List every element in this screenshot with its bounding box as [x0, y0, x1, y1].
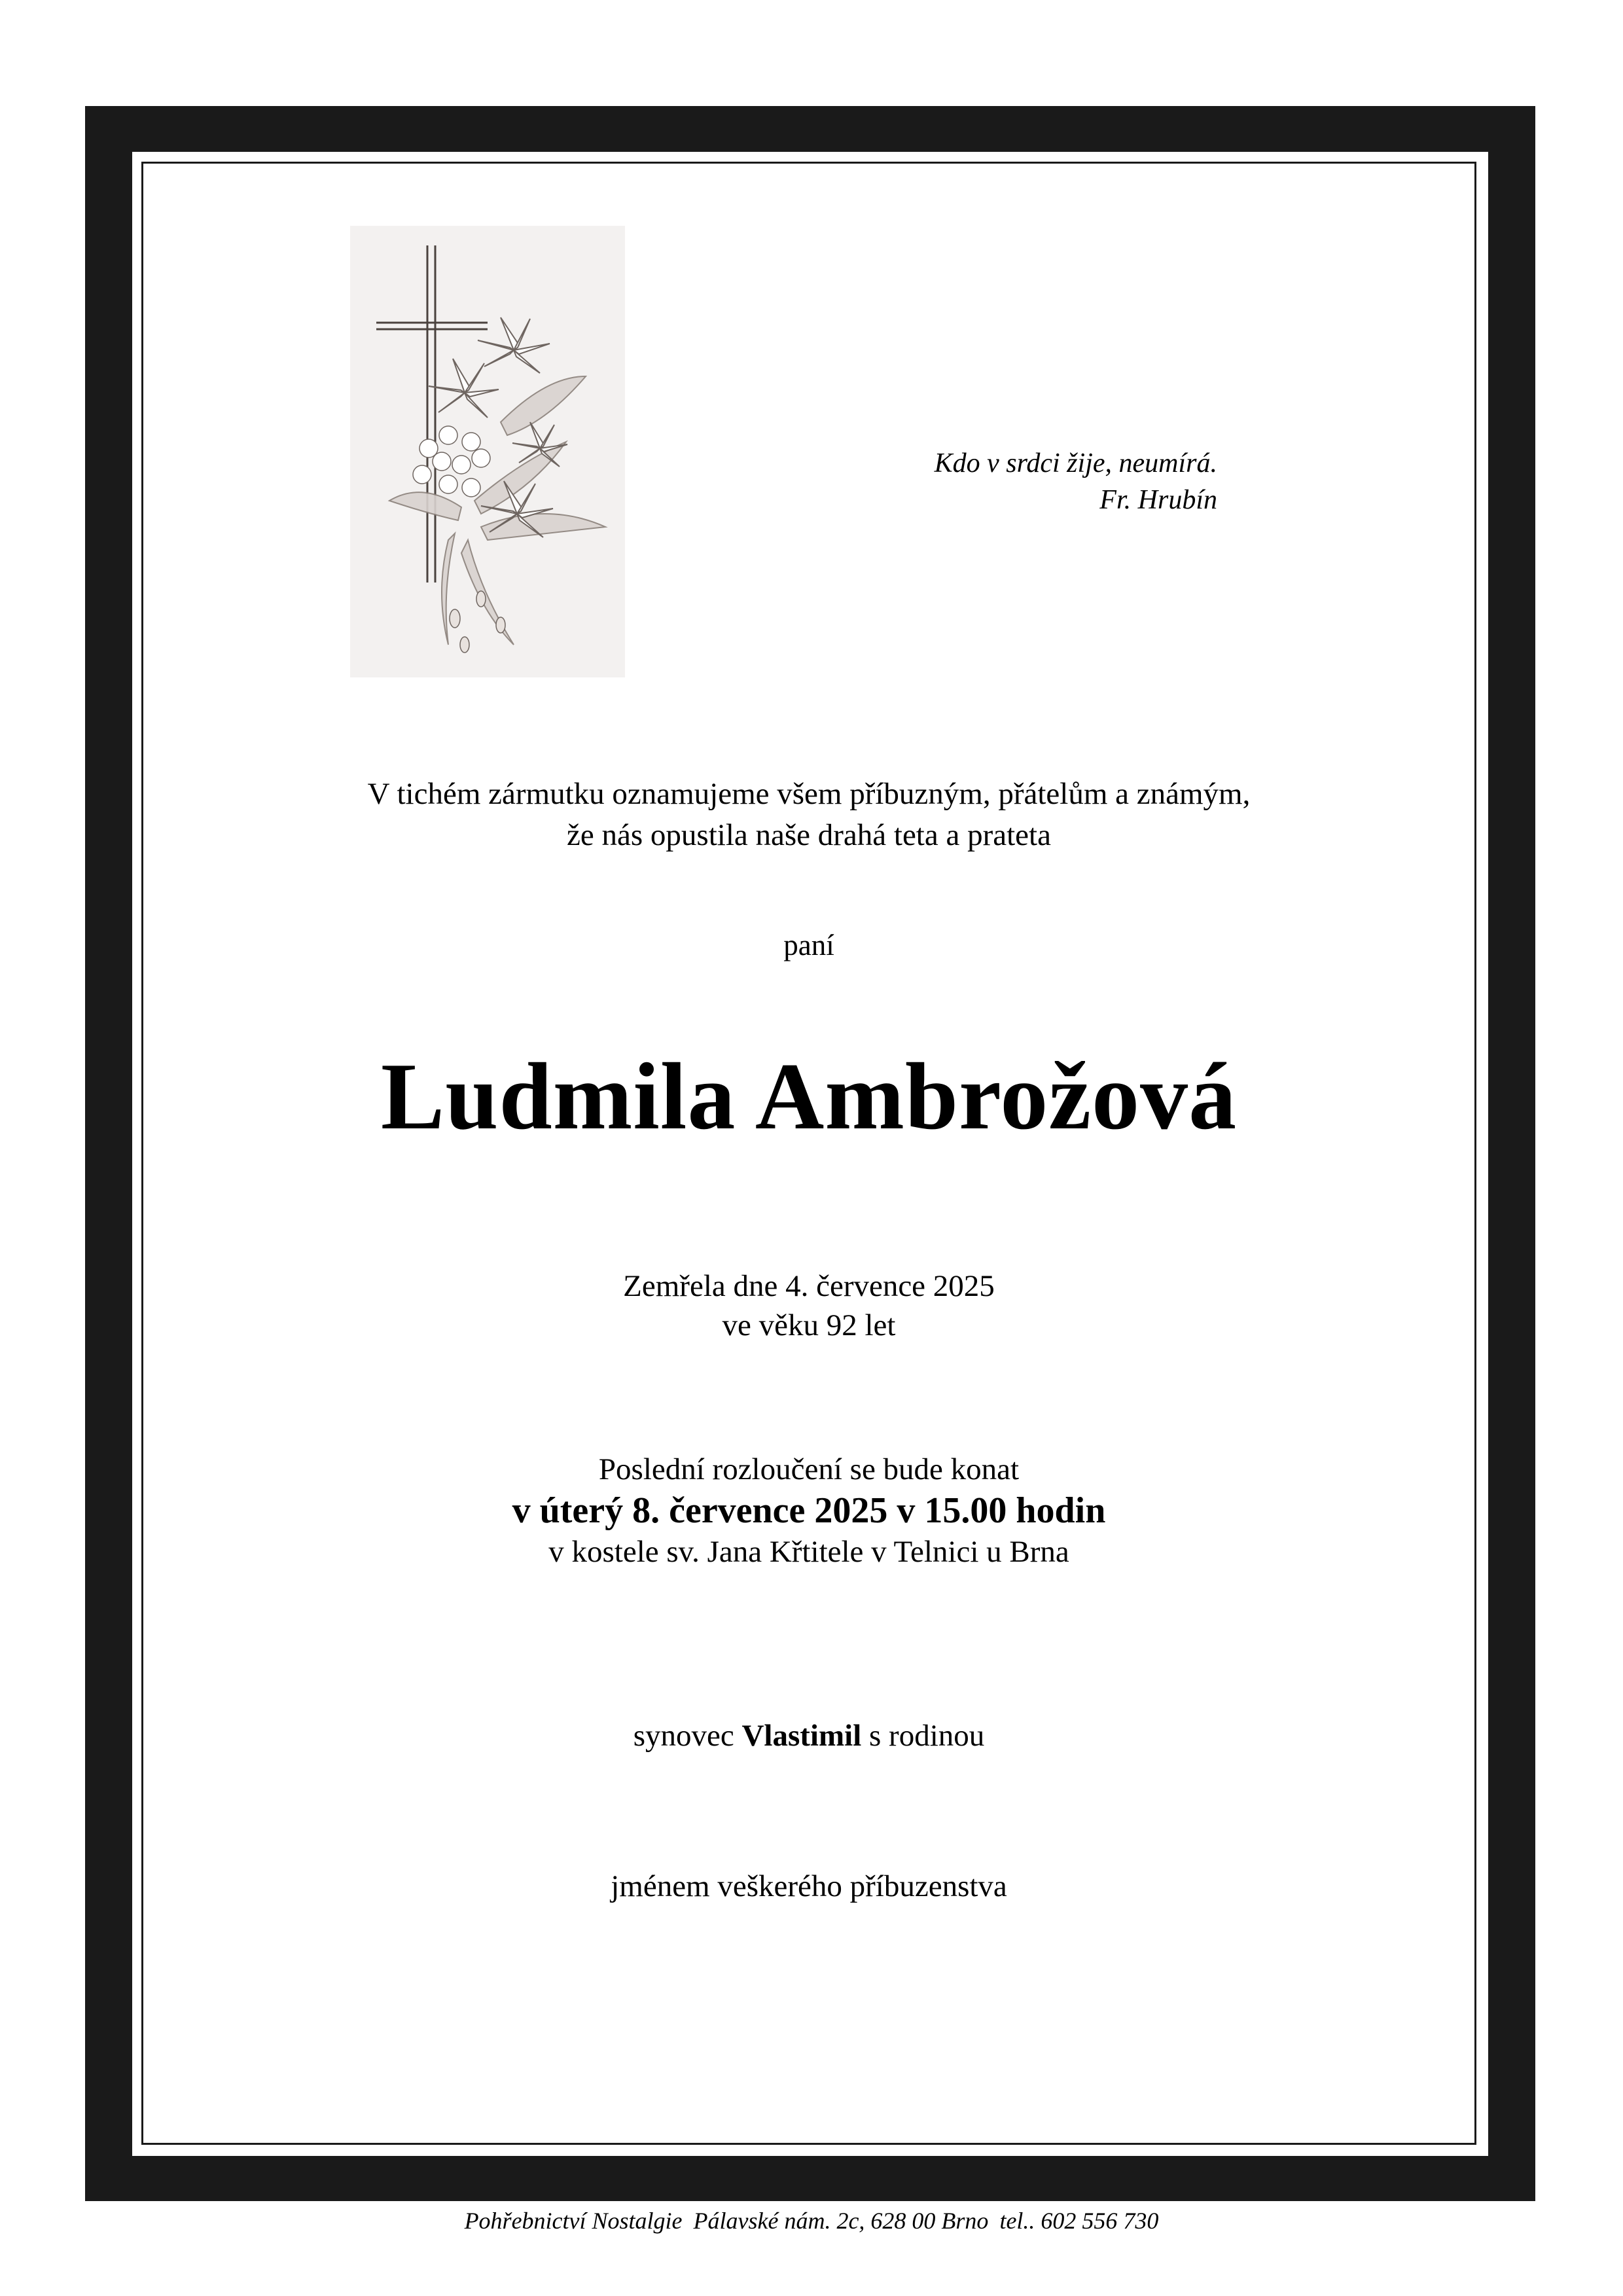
footer-company: Pohřebnictví Nostalgie: [464, 2208, 683, 2234]
farewell-intro: Poslední rozloučení se bude konat: [598, 1452, 1020, 1486]
death-info: [141, 1266, 1476, 1345]
family-name: Vlastimil: [741, 1719, 862, 1753]
quote: [851, 445, 1217, 518]
quote-text: Kdo v srdci žije, neumírá.: [934, 448, 1217, 478]
farewell-location: v kostele sv. Jana Křtitele v Telnici u Brna: [548, 1535, 1069, 1569]
death-age: ve věku 92 let: [722, 1308, 896, 1342]
deceased-name: Ludmila Ambrožová: [380, 1043, 1238, 1149]
title-prefix: paní: [783, 929, 834, 961]
relatives-line: jménem veškerého příbuzenstva: [611, 1869, 1007, 1903]
footer: [0, 2207, 1623, 2234]
announcement-line-2: že nás opustila naše drahá teta a prateta: [567, 818, 1051, 852]
announcement-line-1: V tichém zármutku oznamujeme všem příbuzným, přátelům a známým,: [367, 777, 1251, 811]
quote-author: Fr. Hrubín: [1099, 485, 1217, 515]
footer-phone: tel.. 602 556 730: [999, 2208, 1159, 2234]
inner-border: [141, 162, 1476, 2145]
farewell-info: [141, 1450, 1476, 1571]
family-prefix: synovec: [633, 1719, 734, 1753]
death-date: Zemřela dne 4. července 2025: [623, 1269, 995, 1303]
footer-address: Pálavské nám. 2c, 628 00 Brno: [693, 2208, 989, 2234]
family-suffix: s rodinou: [869, 1719, 985, 1753]
farewell-datetime: v úterý 8. července 2025 v 15.00 hodin: [512, 1490, 1106, 1531]
cross-with-lilies-icon: [350, 226, 625, 677]
announcement: [141, 774, 1476, 856]
family-signature: [141, 1718, 1476, 1753]
